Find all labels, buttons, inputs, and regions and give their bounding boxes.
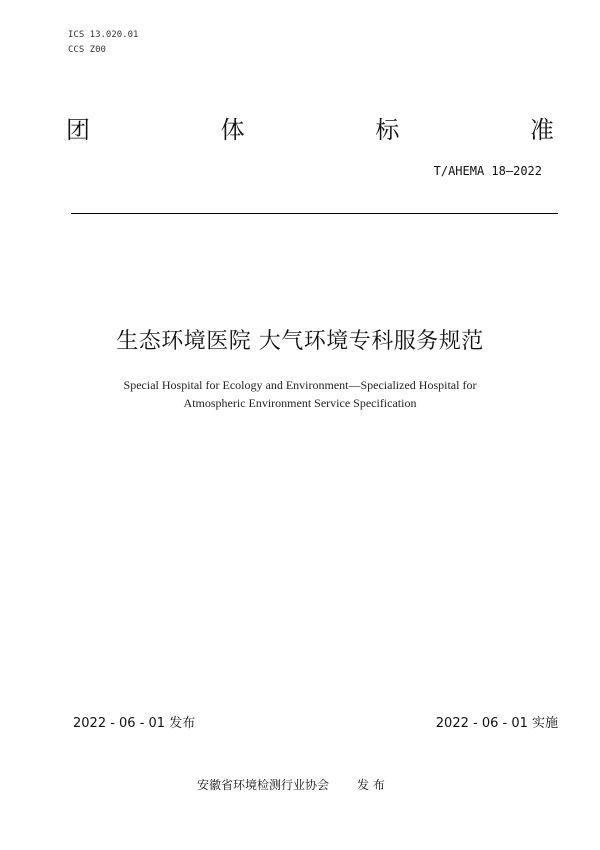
standard-number: T/AHEMA 18—2022 (433, 164, 542, 178)
title-english-line: Special Hospital for Ecology and Environment—Specialized Hospital for (123, 378, 477, 392)
standard-type-char: 标 (375, 116, 400, 144)
standard-type-heading (66, 114, 554, 146)
implementation-date: 2022 - 06 - 01 实施 (435, 716, 558, 731)
ics-code: ICS 13.020.01 (68, 30, 139, 40)
issue-date: 2022 - 06 - 01 发布 (73, 716, 196, 731)
ccs-code: CCS Z00 (68, 45, 106, 55)
header-divider (71, 213, 558, 214)
standard-type-char: 团 (66, 116, 90, 144)
publisher (197, 776, 385, 794)
standard-type-char: 体 (220, 116, 245, 144)
standard-type-char: 准 (529, 116, 554, 144)
publisher-organization: 安徽省环境检测行业协会 (197, 778, 330, 792)
publisher-action: 发 布 (357, 778, 385, 792)
title-english (0, 376, 600, 412)
title-english-line: Atmospheric Environment Service Specification (183, 396, 417, 410)
title-chinese: 生态环境医院 大气环境专科服务规范 (116, 329, 484, 354)
